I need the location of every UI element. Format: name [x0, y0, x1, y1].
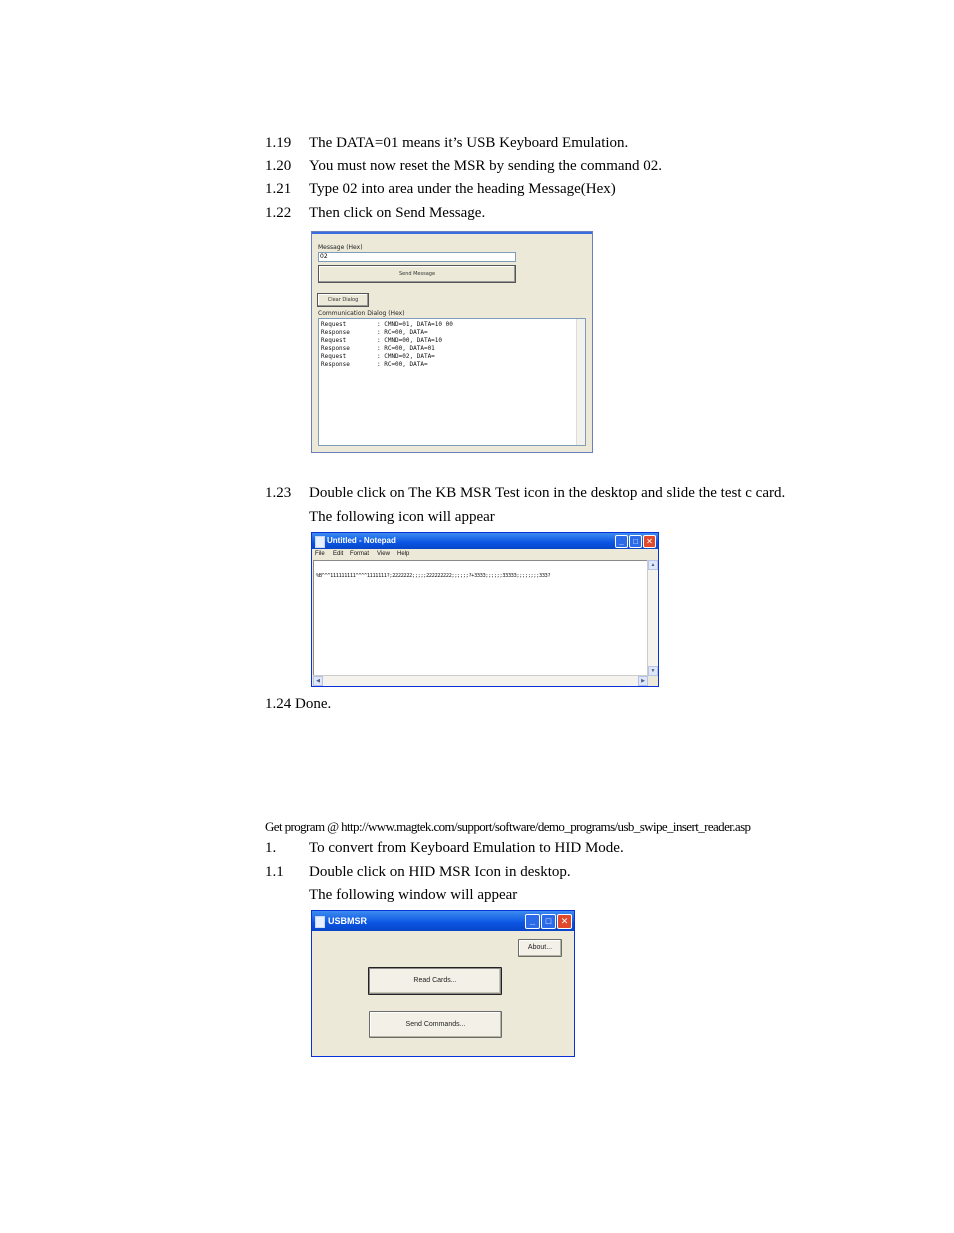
notepad-window-screenshot — [311, 532, 659, 687]
notepad-vertical-scrollbar[interactable] — [647, 560, 658, 676]
usbmsr-window-screenshot — [311, 910, 575, 1057]
step-text: The following window will appear — [309, 887, 518, 903]
read-cards-label: Read Cards... — [413, 977, 457, 984]
maximize-icon[interactable]: □ — [629, 535, 642, 548]
step-number: 1. — [265, 840, 277, 856]
scroll-up-icon[interactable]: ▲ — [648, 560, 658, 570]
msr-message-dialog-screenshot — [311, 231, 593, 453]
maximize-icon[interactable]: □ — [541, 914, 556, 929]
menu-format[interactable]: Format — [350, 551, 370, 557]
step-text: Type 02 into area under the heading Message(Hex) — [309, 181, 616, 197]
menu-help[interactable]: Help — [397, 551, 410, 557]
send-message-label: Send Message — [398, 271, 436, 277]
usbmsr-titlebar[interactable] — [312, 911, 574, 931]
about-button[interactable] — [518, 939, 562, 957]
usbmsr-app-icon — [315, 916, 325, 928]
read-cards-button[interactable] — [368, 967, 502, 995]
log-row: Response : RC=00, DATA= — [321, 329, 428, 336]
menu-view[interactable]: View — [377, 551, 390, 557]
send-commands-label: Send Commands... — [405, 1021, 466, 1028]
log-row: Request : CMND=02, DATA= — [321, 353, 435, 360]
notepad-menubar — [312, 549, 658, 559]
usbmsr-title: USBMSR — [328, 916, 368, 926]
swiped-card-data: %B^^^111111111^^^^1111111?;2222222;;;;;222222222;;;;;;?+3333;;;;;;33333;;;;;;;;333? — [316, 573, 551, 579]
step-text: Double click on HID MSR Icon in desktop. — [309, 864, 571, 880]
close-icon[interactable]: ✕ — [557, 914, 572, 929]
minimize-icon[interactable]: _ — [615, 535, 628, 548]
step-number: 1.21 — [265, 181, 292, 197]
send-message-button[interactable] — [318, 265, 516, 283]
step-number: 1.23 — [265, 485, 292, 501]
message-hex-value: 02 — [320, 253, 328, 260]
log-row: Response : RC=00, DATA= — [321, 361, 428, 368]
log-scrollbar[interactable] — [576, 319, 585, 445]
step-text: 1.24 Done. — [265, 696, 332, 712]
log-row: Request : CMND=00, DATA=10 — [321, 337, 443, 344]
close-icon[interactable]: ✕ — [643, 535, 656, 548]
log-row: Request : CMND=01, DATA=10 00 — [321, 321, 453, 328]
step-number: 1.1 — [265, 864, 284, 880]
send-commands-button[interactable] — [369, 1011, 502, 1038]
notepad-horizontal-scrollbar[interactable] — [313, 675, 648, 686]
notepad-icon — [315, 536, 325, 548]
step-text: You must now reset the MSR by sending the command 02. — [309, 158, 663, 174]
step-number: 1.20 — [265, 158, 292, 174]
menu-file[interactable]: File — [315, 551, 325, 557]
step-number: 1.19 — [265, 135, 292, 151]
menu-edit[interactable]: Edit — [333, 551, 344, 557]
about-label: About... — [527, 944, 553, 951]
message-hex-input[interactable] — [318, 252, 516, 262]
dialog-title-strip — [312, 232, 592, 234]
step-text: To convert from Keyboard Emulation to HID Mode. — [309, 840, 624, 856]
communication-dialog-label: Communication Dialog (Hex) — [318, 310, 405, 317]
step-text: The DATA=01 means it’s USB Keyboard Emulation. — [309, 135, 629, 151]
clear-dialog-label: Clear Dialog — [327, 297, 359, 303]
log-row: Response : RC=00, DATA=01 — [321, 345, 435, 352]
download-url[interactable]: Get program @ http://www.magtek.com/support/software/demo_programs/usb_swipe_insert_reader.asp — [265, 819, 751, 834]
scroll-left-icon[interactable]: ◀ — [313, 676, 323, 686]
message-hex-label: Message (Hex) — [318, 244, 363, 251]
clear-dialog-button[interactable] — [317, 293, 369, 307]
notepad-title: Untitled - Notepad — [327, 536, 396, 545]
notepad-text-area[interactable] — [313, 560, 648, 676]
step-text: The following icon will appear — [309, 509, 495, 525]
notepad-titlebar[interactable] — [312, 533, 658, 549]
step-text: Double click on The KB MSR Test icon in the desktop and slide the test c card. — [309, 485, 786, 501]
step-text: Then click on Send Message. — [309, 205, 486, 221]
communication-log[interactable] — [318, 318, 586, 446]
scroll-down-icon[interactable]: ▼ — [648, 666, 658, 676]
scroll-right-icon[interactable]: ▶ — [638, 676, 648, 686]
minimize-icon[interactable]: _ — [525, 914, 540, 929]
step-number: 1.22 — [265, 205, 292, 221]
